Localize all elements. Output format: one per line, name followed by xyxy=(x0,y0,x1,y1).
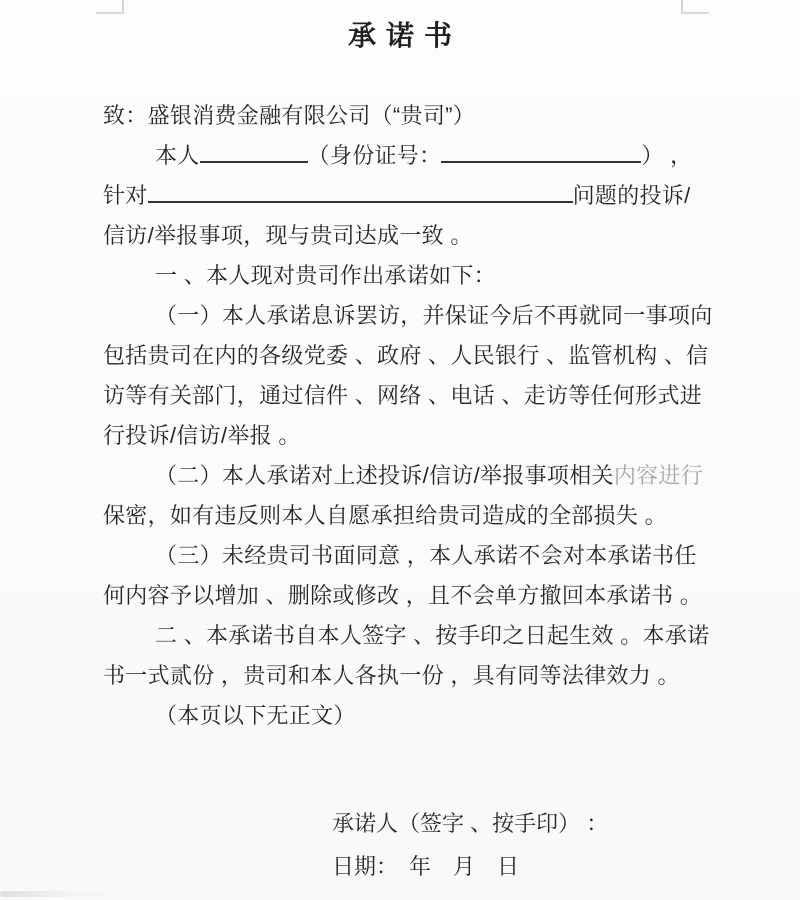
text-segment: 包括贵司在内的各级党委 、政府 、人民银行 、监管机构 、信 xyxy=(103,343,709,368)
text-segment: 一 、本人现对贵司作出承诺如下： xyxy=(155,263,496,288)
text-segment: 行投诉/信访/举报 。 xyxy=(103,423,301,448)
text-segment: 问题的投诉/ xyxy=(572,183,691,208)
document-line xyxy=(103,456,704,496)
text-segment: 信访/举报事项，现与贵司达成一致 。 xyxy=(103,223,473,248)
document-line xyxy=(103,696,699,736)
text-segment: 书一式贰份 ，贵司和本人各执一份 ，具有同等法律效力 。 xyxy=(103,663,680,688)
text-segment: 保密，如有违反则本人自愿承担给贵司造成的全部损失 。 xyxy=(103,503,667,528)
document-line xyxy=(103,496,699,536)
document-line xyxy=(103,376,703,416)
signature-block xyxy=(332,802,608,888)
document-line xyxy=(103,416,699,456)
document-line xyxy=(103,216,699,256)
signer-line: 承诺人（签字 、按手印） ： xyxy=(332,811,609,836)
text-segment: 何内容予以增加 、删除或修改 ，且不会单方撤回本承诺书 。 xyxy=(103,583,703,608)
scan-artifact xyxy=(0,891,128,897)
document-line xyxy=(103,96,699,136)
fill-in-blank xyxy=(148,199,573,203)
document-line xyxy=(103,336,709,376)
fill-in-blank xyxy=(441,159,641,163)
document-line xyxy=(103,296,713,336)
date-line: 日期： 年 月 日 xyxy=(332,854,520,879)
text-segment: ） ， xyxy=(641,143,693,168)
document-title: 承诺书 xyxy=(347,20,462,51)
text-segment: （一）本人承诺息诉罢访，并保证今后不再就同一事项向 xyxy=(155,303,713,328)
text-segment: 本人 xyxy=(155,143,200,168)
text-segment: 内容进行 xyxy=(613,463,704,488)
document-line xyxy=(103,656,699,696)
document-line xyxy=(103,576,703,616)
text-segment: 访等有关部门，通过信件 、网络 、电话 、走访等任何形式进 xyxy=(103,383,703,408)
document-line xyxy=(103,136,699,176)
document-line xyxy=(103,176,699,216)
document-line xyxy=(103,536,699,576)
text-segment: （三）未经贵司书面同意 ，本人承诺不会对本承诺书任 xyxy=(155,543,697,568)
text-segment: （身份证号： xyxy=(307,143,442,168)
text-segment: 二 、本承诺书自本人签字 、按手印之日起生效 。本承诺 xyxy=(155,623,710,648)
document-line xyxy=(103,616,710,656)
document-body xyxy=(103,96,713,736)
fill-in-blank xyxy=(200,159,308,163)
text-segment: 针对 xyxy=(103,183,148,208)
text-segment: 致：盛银消费金融有限公司（“贵司”） xyxy=(103,103,476,128)
text-segment: （二）本人承诺对上述投诉/信访/举报事项相关 xyxy=(155,463,614,488)
scan-corner-mark-left xyxy=(96,0,124,14)
document-line xyxy=(103,256,699,296)
scan-corner-mark-right xyxy=(681,0,709,14)
text-segment: （本页以下无正文） xyxy=(155,703,356,728)
